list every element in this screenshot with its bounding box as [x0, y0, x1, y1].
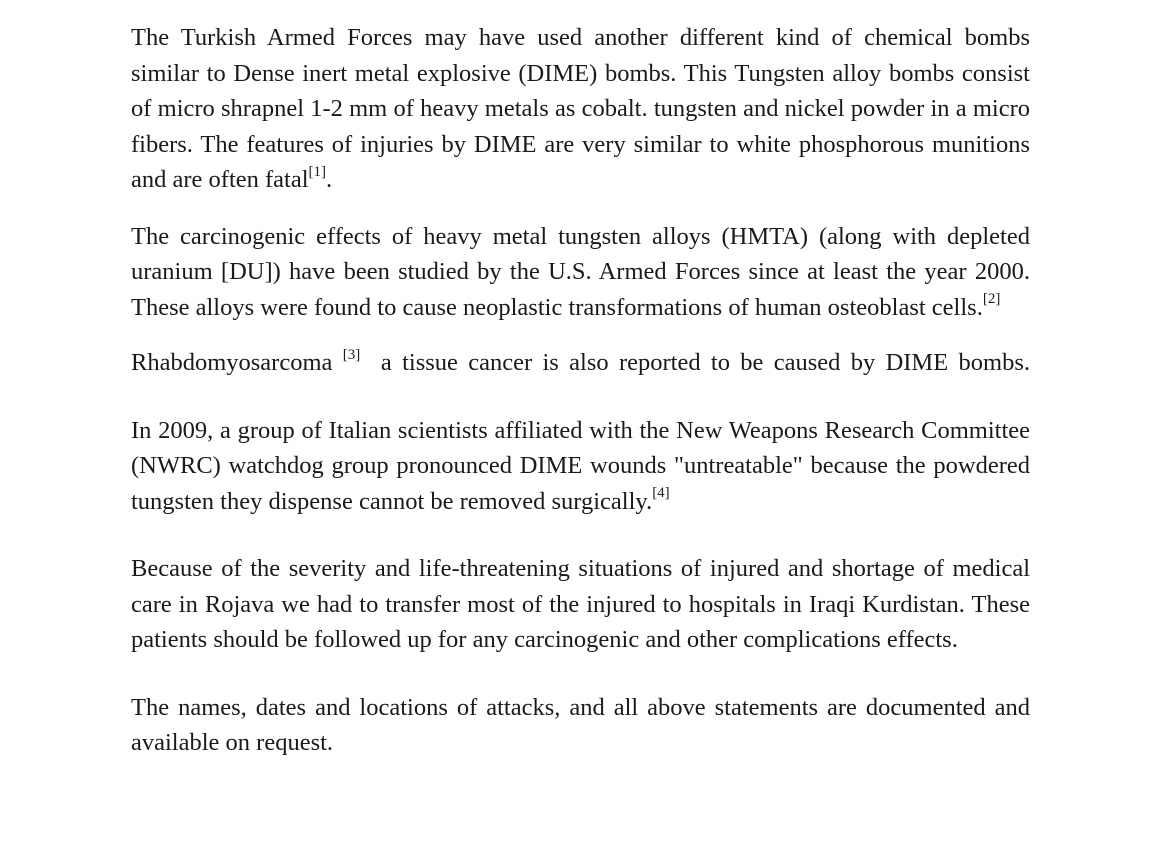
paragraph-text: The Turkish Armed Forces may have used another different kind of chemical bombs similar to Dense inert metal explosive (DIME) bombs. This Tungsten alloy bombs consist of micro shrapnel 1-2 mm of heavy metals as cobalt. tungsten and nickel powder in a micro fibers. The features of injuries by DIME are very similar to white phosphorous munitions and are often fatal	[131, 24, 1030, 193]
paragraph-text-tail: a tissue cancer is also reported to be caused by DIME bombs.	[360, 349, 1030, 376]
footnote-ref-1[interactable]: [1]	[308, 163, 327, 180]
document-body	[131, 20, 1030, 761]
paragraph-text: The names, dates and locations of attacks, and all above statements are documented and available on request.	[131, 693, 1030, 756]
paragraph-text: Rhabdomyosarcoma	[131, 349, 343, 376]
footnote-ref-3[interactable]: [3]	[342, 346, 361, 363]
paragraph-text-tail: .	[326, 166, 333, 193]
paragraph-text: In 2009, a group of Italian scientists affiliated with the New Weapons Research Committee (NWRC) watchdog group pronounced DIME wounds "untreatable" because the powdered tungsten they dispense cannot be removed surgically.	[131, 416, 1030, 515]
paragraph-text: Because of the severity and life-threatening situations of injured and shortage of medical care in Rojava we had to transfer most of the injured to hospitals in Iraqi Kurdistan. These patients should be followed up for any carcinogenic and other complications effects.	[131, 555, 1030, 653]
paragraph-carcinogenic-effects	[131, 219, 1030, 326]
footnote-ref-4[interactable]: [4]	[652, 485, 670, 502]
footnote-ref-2[interactable]: [2]	[982, 291, 1001, 308]
paragraph-text: The carcinogenic effects of heavy metal tungsten alloys (HMTA) (along with depleted uranium [DU]) have been studied by the U.S. Armed Forces since at least the year 2000. These alloys were found to cause neoplastic transformations of human osteoblast cells.	[131, 222, 1030, 321]
paragraph-dime-bombs	[131, 20, 1030, 198]
paragraph-documentation	[131, 690, 1030, 761]
paragraph-rojava-transfer	[131, 551, 1030, 658]
paragraph-italian-scientists	[131, 413, 1030, 520]
paragraph-rhabdomyosarcoma	[131, 345, 1030, 381]
